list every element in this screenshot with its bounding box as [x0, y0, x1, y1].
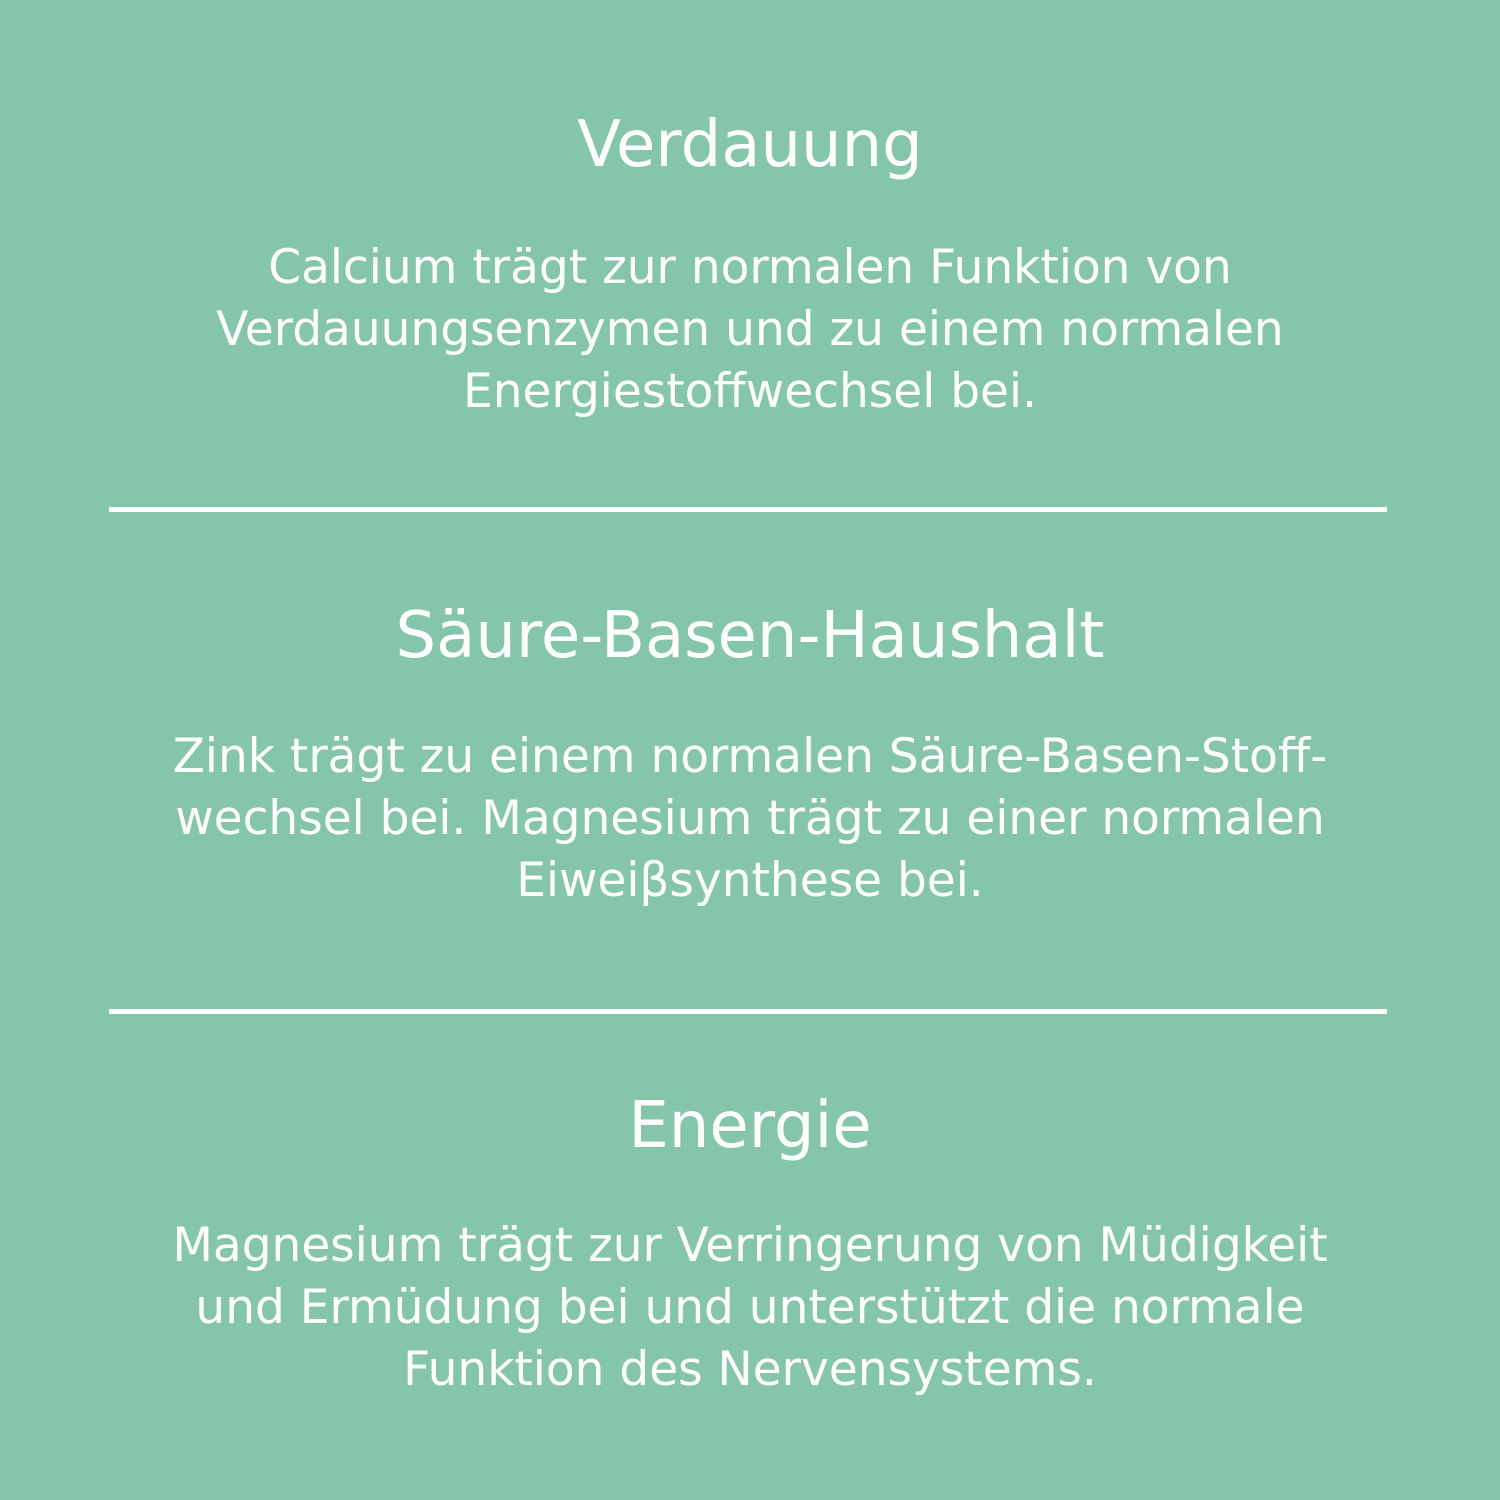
section-divider	[109, 507, 1387, 512]
section-text-energie	[0, 1215, 1500, 1401]
section-title-verdauung: Verdauung	[577, 108, 923, 182]
text-line: Energiestoffwechsel bei.	[463, 364, 1037, 419]
text-line: Verdauungsenzymen und zu einem normalen	[216, 302, 1284, 357]
section-text-saeure-basen-haushalt	[0, 726, 1500, 912]
section-text-verdauung	[0, 237, 1500, 423]
text-line: Funktion des Nervensystems.	[403, 1342, 1097, 1397]
text-line: Calcium trägt zur normalen Funktion von	[268, 240, 1232, 295]
text-line: Magnesium trägt zur Verringerung von Müdigkeit	[172, 1218, 1328, 1273]
section-title-energie: Energie	[628, 1089, 872, 1163]
text-line: und Ermüdung bei und unterstützt die normale	[195, 1280, 1305, 1335]
text-line: Eiweiβsynthese bei.	[516, 853, 984, 908]
text-line: wechsel bei. Magnesium trägt zu einer normalen	[175, 791, 1325, 846]
text-line: Zink trägt zu einem normalen Säure-Basen-Stoff-	[172, 729, 1328, 784]
section-divider	[109, 1009, 1387, 1014]
section-title-saeure-basen-haushalt: Säure-Basen-Haushalt	[395, 599, 1105, 673]
